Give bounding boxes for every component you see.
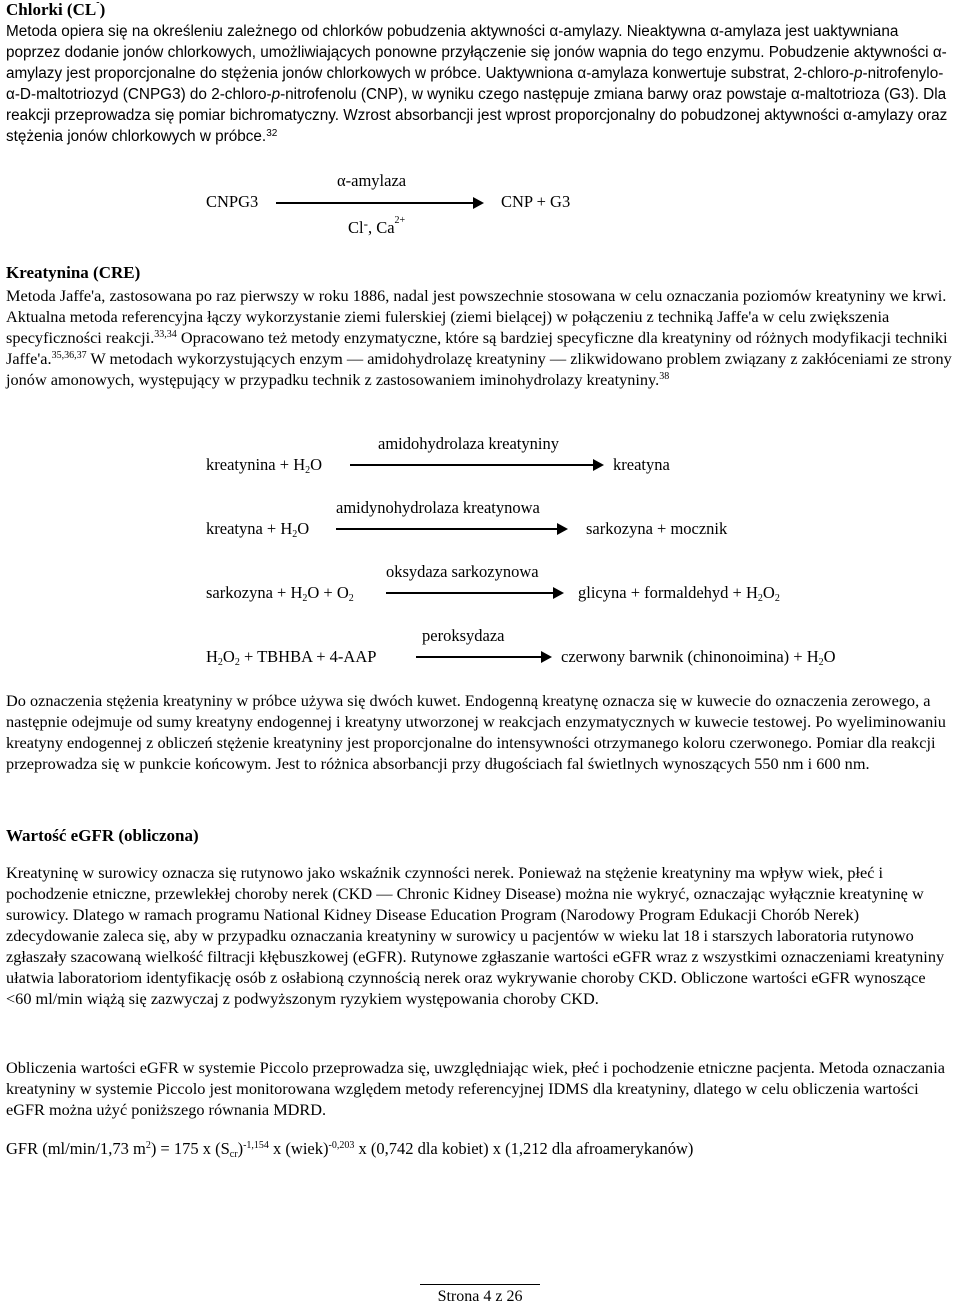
reaction-right: CNP + G3 [501, 192, 571, 211]
footer-rule [420, 1284, 540, 1285]
reaction2-right: sarkozyna + mocznik [586, 519, 728, 538]
reaction1-enzyme: amidohydrolaza kreatyniny [378, 434, 559, 453]
egfr-paragraph-1: Kreatyninę w surowicy oznacza się rutynowo jako wskaźnik czynności nerek. Ponieważ na stężenie kreatyniny ma wpływ wiek, płeć i pochodzenie etniczne, przewlekłej choroby nerek (CKD — Chronic Kidney Disease) można nie wykryć, oznaczając wyłącznie kreatyninę w surowicy. Dlatego w ramach programu National Kidney Disease Education Program (Narodowy Program Edukacji Chorób Nerek) zdecydowanie zaleca się, aby w przypadku oznaczania kreatyniny w surowicy u pacjentów w wieku lat 18 i starszych laboratoria rutynowo zgłaszały szacowaną wielkość filtracji kłębuszkowej (eGFR). Rutynowe zgłaszanie wartości eGFR wraz z wszystkimi oznaczeniami kreatyniny ułatwia laboratoriom identyfikację osób z osłabioną czynnością nerek oraz wykrywanie choroby CKD. Obliczone wartości eGFR wynoszące <60 ml/min wiążą się zazwyczaj z podwyższonym ryzykiem występowania choroby CKD. [6, 863, 945, 1008]
reaction-left: CNPG3 [206, 192, 259, 211]
reaction4-enzyme: peroksydaza [422, 626, 505, 645]
reaction1-left: kreatynina + $H_2O$ [206, 455, 323, 476]
section-heading-egfr: Wartość eGFR (obliczona) [6, 826, 199, 845]
section-heading-creatinine: Kreatynina (CRE) [6, 263, 141, 282]
creatinine-measurement-paragraph: Do oznaczenia stężenia kreatyniny w próbce używa się dwóch kuwet. Endogenną kreatynę oznacza się w kuwecie do oznaczenia zerowego, a następnie odejmuje od sumy kreatyny endogennej i kreatyny utworzonej w reakcjach enzymatycznych w kuwecie testowej. Po wyeliminowaniu kreatyny endogennej z obliczeń stężenie kreatyniny jest proporcjonalne do intensywności otrzymanego koloru czerwonego. Pomiar dla reakcji przeprowadza się w punkcie końcowym. Jest to różnica absorbancji przy długościach fal świetlnych wynoszących 550 nm i 600 nm. [6, 691, 946, 773]
page-number: Strona 4 z 26 [437, 1288, 523, 1305]
section-heading-chlorides: Chlorki (CL-) [6, 0, 106, 19]
reaction4-left: $H_2O_2$ + TBHBA + 4-AAP [206, 647, 377, 668]
mdrd-equation: GFR (ml/min/1,73 $m^2) = 175$ x $(S_{cr})^{-1,154}$ x (wiek)$^{-0,203}$ x (0,742 dla kobiet) x (1,212 dla afroamerykanów) [6, 1139, 694, 1160]
egfr-paragraph-2: Obliczenia wartości eGFR w systemie Piccolo przeprowadza się, uwzględniając wiek, płeć i pochodzenie etniczne pacjenta. Metoda oznaczania kreatyniny w systemie Piccolo jest monitorowana względem metody referencyjnej IDMS dla kreatyniny, dlatego w celu obliczenia wartości eGFR można użyć poniższego równania MDRD. [6, 1058, 945, 1119]
reaction1-right: kreatyna [613, 455, 670, 474]
reaction4-arrow [416, 656, 550, 658]
reaction2-left: kreatyna + $H_2O$ [206, 519, 310, 540]
reaction4-right: czerwony barwnik (chinonoimina) + $H_2O$ [561, 647, 836, 668]
reaction3-right: glicyna + formaldehyd + $H_2O_2$ [578, 583, 780, 604]
reaction2-arrow [336, 528, 566, 530]
reaction1-arrow [350, 464, 602, 466]
reaction-enzyme: α-amylaza [337, 171, 407, 190]
creatinine-paragraph: Metoda Jaffe'a, zastosowana po raz pierwszy w roku 1886, nadal jest powszechnie stosowana w celu oznaczania poziomów kreatyniny we krwi. Aktualna metoda referencyjna łączy wykorzystanie ziemi fulerskiej (ziemi bielącej) w połączeniu z techniką Jaffe'a w celu zwiększenia specyficzności reakcji.$^{33,34}$ Opracowano też metody enzymatyczne, które są bardziej specyficzne dla kreatyniny od różnych modyfikacji techniki Jaffe'a.$^{35,36,37}$ W metodach wykorzystujących enzym — amidohydrolazę kreatyniny — zlikwidowano problem związany z zakłóceniami ze strony jonów amonowych, występujący w przypadku technik z zastosowaniem iminohydrolazy kreatyniny.$^{38}$ [6, 286, 952, 389]
reaction2-enzyme: amidynohydrolaza kreatynowa [336, 498, 540, 517]
reaction-cofactors: Cl-, $Ca^{2+}$ [348, 215, 406, 237]
chlorides-paragraph: Metoda opiera się na określeniu zależnego od chlorków pobudzenia aktywności α-amylazy. Nieaktywna α-amylaza jest uaktywniana poprzez dodanie jonów chlorkowych, umożliwiających ponowne przyłączenie się jonów wapnia do tego enzymu. Pobudzenie aktywności α-amylazy jest proporcjonalne do stężenia jonów chlorkowych w próbce. Uaktywniona α-amylaza konwertuje substrat, 2-chloro-p-nitrofenylo-α-D-maltotriozyd (CNPG3) do 2-chloro-p-nitrofenolu (CNP), w wyniku czego następuje zmiana barwy oraz powstaje α-maltotrioza (G3). Dla reakcji przeprowadza się pomiar bichromatyczny. Wzrost absorbancji jest wprost proporcjonalny do pobudzonej aktywności α-amylazy oraz stężenia jonów chlorkowych w próbce.$^{32}$ [6, 23, 948, 145]
reaction-arrow [276, 202, 482, 204]
reaction3-enzyme: oksydaza sarkozynowa [386, 562, 539, 581]
reaction3-left: sarkozyna + $H_2O + O_2$ [206, 583, 354, 604]
reaction3-arrow [386, 592, 562, 594]
